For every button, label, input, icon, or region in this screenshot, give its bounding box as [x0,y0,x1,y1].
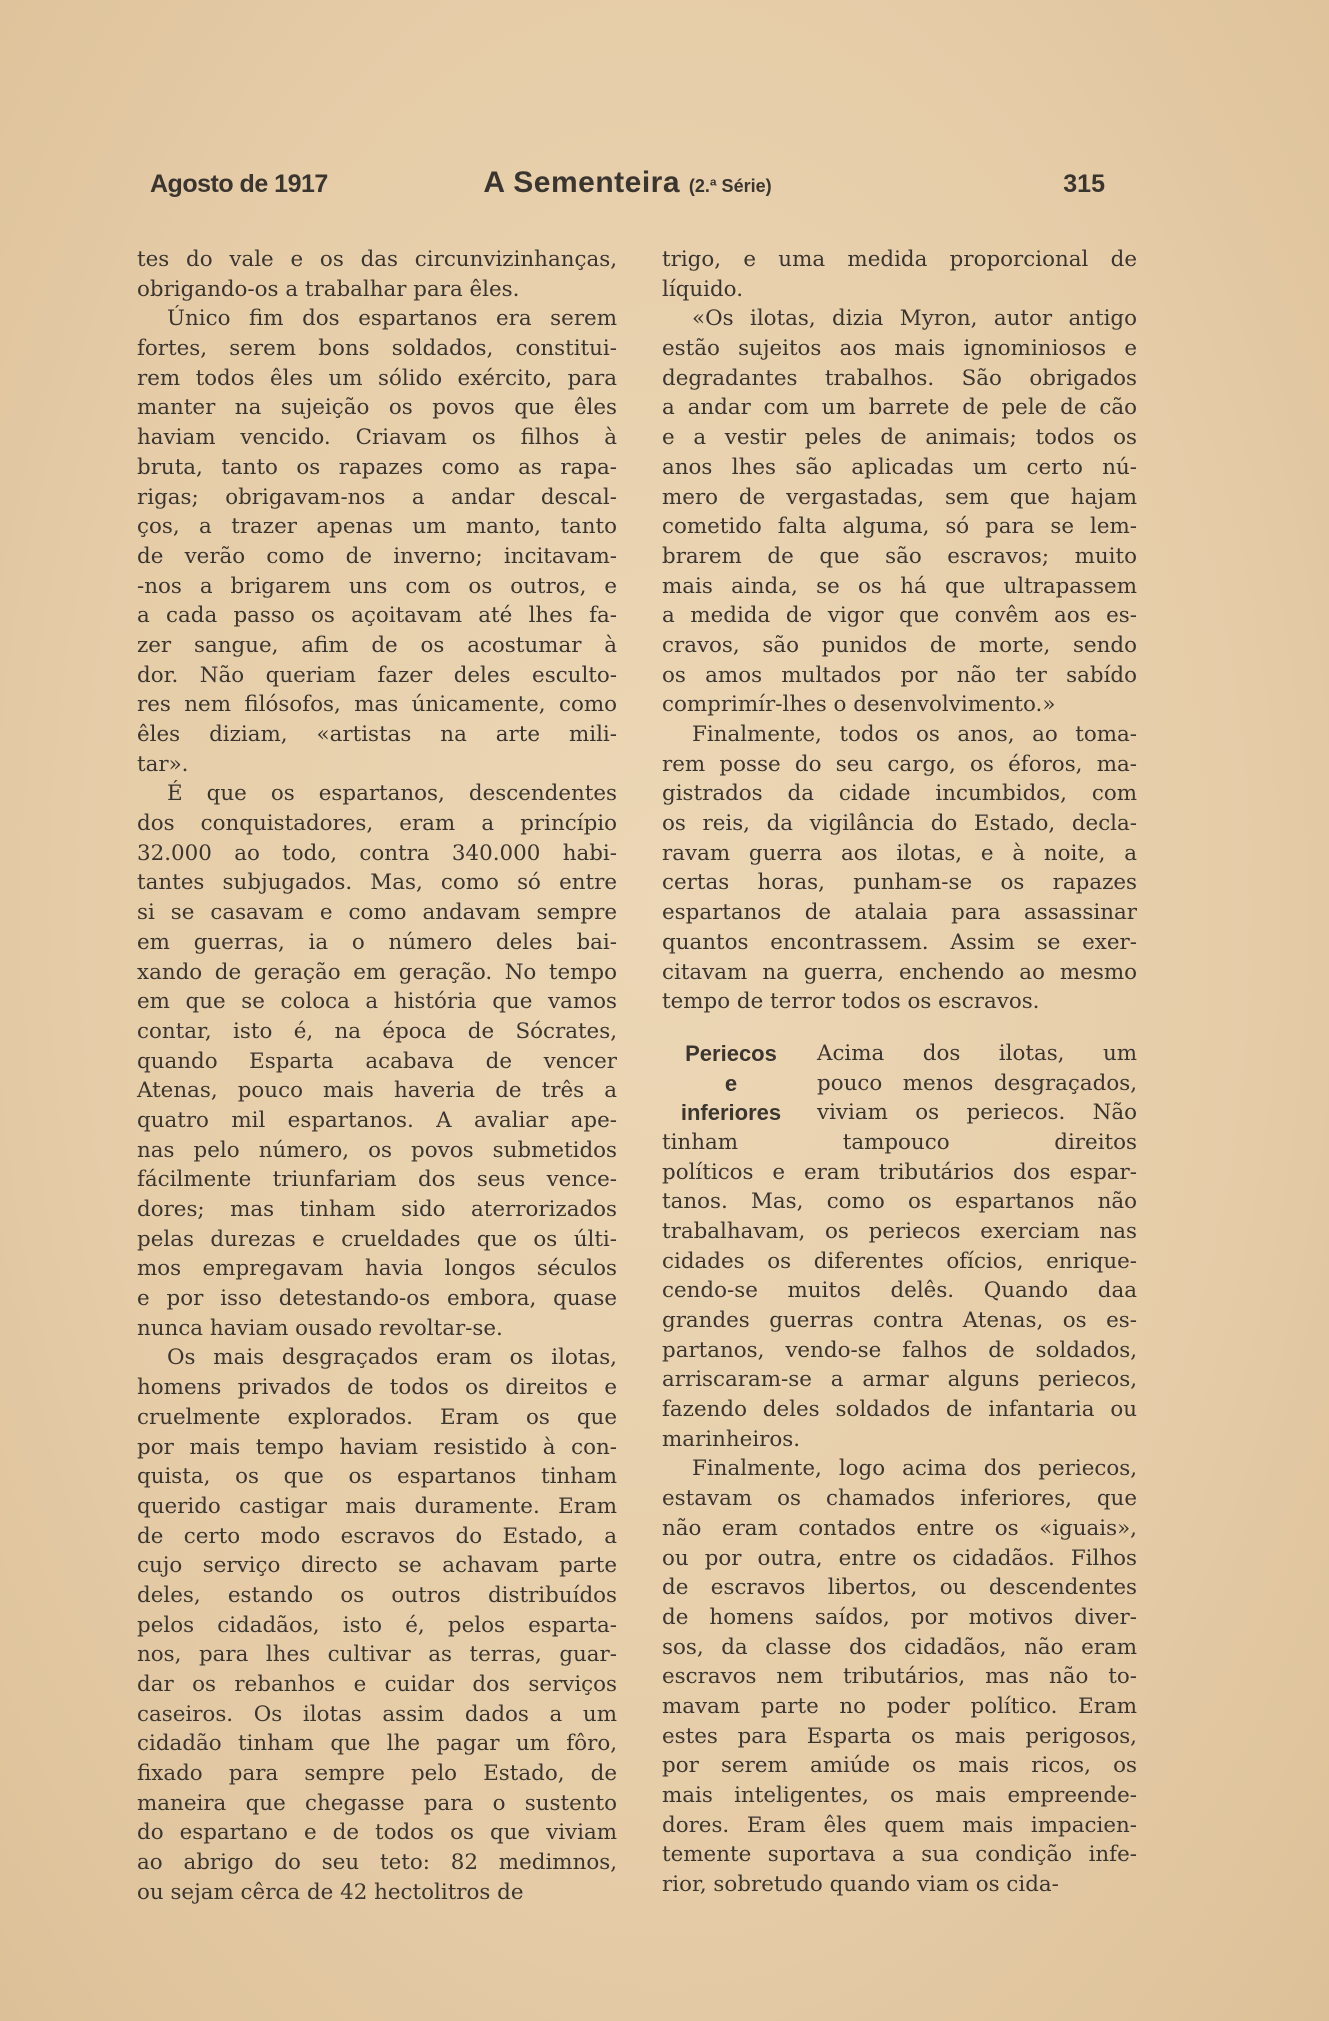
text-line: rem todos êles um sólido exército, para [137,365,617,391]
running-header [150,166,1105,206]
text-line: ou por outra, entre os cidadãos. Filhos [662,1545,1137,1571]
text-line: citavam na guerra, enchendo ao mesmo [662,959,1137,985]
text-line: arriscaram-se a armar alguns periecos, [662,1367,1137,1393]
text-line: si se casavam e como andavam sempre [137,900,617,926]
text-line: estes para Esparta os mais perigosos, [662,1723,1137,1749]
side-heading-block [662,1039,1137,1128]
text-line: deles, estando os outros distribuídos [137,1582,617,1608]
text-line: por mais tempo haviam resistido à con- [137,1434,617,1460]
journal-series: (2.ª Série) [688,176,772,196]
text-line: -nos a brigarem uns com os outros, e [137,573,617,599]
text-line: mos empregavam havia longos séculos [137,1256,617,1282]
text-line: dores; mas tinham sido aterrorizados [137,1197,617,1222]
text-line: ços, a trazer apenas um manto, tanto [137,514,617,540]
text-line: dar os rebanhos e cuidar dos serviços [137,1672,617,1697]
text-line: ravam guerra aos ilotas, e à noite, a [662,840,1137,866]
text-line: comprimír-lhes o desenvolvimento.» [662,692,1056,718]
text-line: políticos e eram tributários dos espar- [662,1159,1137,1185]
side-heading-word: e [724,1070,738,1096]
text-line: viviam os periecos. Não [817,1100,1137,1126]
text-line: fortes, serem bons soldados, constitui- [137,336,617,362]
side-heading-text [817,1039,1137,1128]
text-line: 32.000 ao todo, contra 340.000 habi- [137,840,617,866]
journal-name: A Sementeira [483,166,681,199]
text-line: Os mais desgraçados eram os ilotas, [167,1345,617,1371]
text-line: cometido falta alguma, só para se lem- [662,514,1137,540]
text-line: nos, para lhes cultivar as terras, guar- [137,1642,617,1668]
text-line: a andar com um barrete de pele de cão [662,395,1137,421]
text-line: a medida de vigor que convêm aos es- [662,603,1137,629]
text-line: pouco menos desgraçados, [817,1070,1137,1096]
text-line: cravos, são punidos de morte, sendo [662,632,1137,658]
text-line: tar». [137,751,189,777]
issue-date: Agosto de 1917 [150,170,328,198]
text-line: temente suportava a sua condição infe- [662,1842,1137,1868]
text-line: trigo, e uma medida proporcional de [662,247,1137,272]
text-line: anos lhes são aplicadas um certo nú- [662,454,1137,480]
text-line: cidadão tinham que lhe pagar um fôro, [137,1731,617,1757]
text-line: bruta, tanto os rapazes como as rapa- [137,454,617,480]
text-line: de verão como de inverno; incitavam- [137,543,617,569]
text-line: «Os ilotas, dizia Myron, autor antigo [692,306,1137,332]
text-line: dor. Não queriam fazer deles esculto- [137,662,617,688]
text-line: em guerras, ia o número deles bai- [137,929,617,955]
left-column [137,245,617,1908]
text-line: e a vestir peles de animais; todos os [662,425,1137,451]
text-line: partanos, vendo-se falhos de soldados, [662,1337,1137,1363]
right-column-top [662,245,1137,1017]
text-line: mero de vergastadas, sem que hajam [662,484,1137,510]
text-line: homens privados de todos os direitos e [137,1375,617,1401]
text-line: de homens saídos, por motivos diver- [662,1604,1137,1630]
right-column-bottom [662,1128,1137,1900]
text-line: quista, os que os espartanos tinham [137,1464,617,1490]
text-line: de escravos libertos, ou descendentes [662,1575,1137,1601]
text-line: êles diziam, «artistas na arte mili- [137,722,617,747]
side-heading-word: Periecos [685,1040,777,1066]
text-line: brarem de que são escravos; muito [662,543,1137,569]
text-line: xando de geração em geração. No tempo [137,959,617,985]
text-line: quando Esparta acabava de vencer [137,1048,617,1074]
text-line: dores. Eram êles quem mais impacien- [662,1812,1137,1838]
text-line: zer sangue, afim de os acostumar à [137,632,617,658]
text-line: pelos cidadãos, isto é, pelos esparta- [137,1612,617,1638]
text-line: não eram contados entre os «iguais», [662,1515,1137,1541]
text-line: haviam vencido. Criavam os filhos à [137,425,617,451]
text-line: cruelmente explorados. Eram os que [137,1404,617,1430]
text-line: e por isso detestando-os embora, quase [137,1286,617,1312]
text-line: degradantes trabalhos. São obrigados [662,365,1137,391]
text-line: Único fim dos espartanos era serem [167,306,617,332]
text-line: É que os espartanos, descendentes [167,781,617,807]
text-line: os reis, da vigilância do Estado, decla- [662,811,1137,837]
text-line: querido castigar mais duramente. Eram [137,1493,617,1519]
text-line: trabalhavam, os periecos exerciam nas [662,1218,1137,1244]
text-line: maneira que chegasse para o sustento [137,1790,617,1816]
text-line: mais ainda, se os há que ultrapassem [662,573,1137,599]
text-line: Finalmente, todos os anos, ao toma- [692,722,1137,747]
text-line: os amos multados por não ter sabído [662,662,1137,688]
journal-title [150,166,1105,200]
text-line: caseiros. Os ilotas assim dados a um [137,1701,617,1727]
text-line: rior, sobretudo quando viam os cida- [662,1872,1059,1898]
text-line: espartanos de atalaia para assassinar [662,900,1137,926]
page-number: 315 [1063,170,1105,198]
text-line: tempo de terror todos os escravos. [662,989,1040,1015]
text-line: cidades os diferentes ofícios, enrique- [662,1248,1137,1274]
text-line: quantos encontrassem. Assim se exer- [662,929,1137,955]
text-line: fácilmente triunfariam dos seus vence- [137,1167,617,1193]
text-line: gistrados da cidade incumbidos, com [662,781,1137,807]
right-column [662,245,1137,1900]
text-line: ao abrigo do seu teto: 82 medimnos, [137,1850,617,1876]
text-line: pelas durezas e crueldades que os últi- [137,1226,617,1252]
text-line: tantes subjugados. Mas, como só entre [137,870,617,896]
text-line: tanos. Mas, como os espartanos não [662,1189,1137,1215]
text-line: ou sejam cêrca de 42 hectolitros de [137,1879,524,1905]
text-line: fazendo deles soldados de infantaria ou [662,1397,1137,1423]
text-line: grandes guerras contra Atenas, os es- [662,1308,1137,1333]
text-line: res nem filósofos, mas únicamente, como [137,692,617,718]
text-line: em que se coloca a história que vamos [137,989,617,1015]
text-line: nas pelo número, os povos submetidos [137,1137,617,1163]
text-line: mavam parte no poder político. Eram [662,1693,1137,1719]
text-line: Acima dos ilotas, um [817,1040,1137,1066]
text-line: dos conquistadores, eram a princípio [137,811,617,837]
text-line: tes do vale e os das circunvizinhanças, [137,247,617,272]
text-line: quatro mil espartanos. A avaliar ape- [137,1107,617,1133]
text-line: estão sujeitos aos mais ignominiosos e [662,336,1137,362]
text-line: mais inteligentes, os mais empreende- [662,1783,1137,1808]
text-line: Atenas, pouco mais haveria de três a [137,1078,617,1104]
text-line: a cada passo os açoitavam até lhes fa- [137,603,617,629]
text-line: marinheiros. [662,1426,801,1452]
text-line: nunca haviam ousado revoltar-se. [137,1315,503,1341]
side-heading-word: inferiores [680,1100,782,1126]
text-line: fixado para sempre pelo Estado, de [137,1761,617,1787]
text-line: Finalmente, logo acima dos periecos, [692,1456,1137,1482]
text-line: manter na sujeição os povos que êles [137,395,617,421]
text-line: obrigando-os a trabalhar para êles. [137,276,520,302]
text-line: sos, da classe dos cidadãos, não eram [662,1634,1137,1660]
text-line: certas horas, punham-se os rapazes [662,870,1137,896]
text-line: cujo serviço directo se achavam parte [137,1553,617,1579]
text-line: rem posse do seu cargo, os éforos, ma- [662,751,1137,777]
text-line: estavam os chamados inferiores, que [662,1486,1137,1512]
text-line: tinham tampouco direitos [662,1129,1137,1155]
side-heading [666,1039,796,1128]
text-line: escravos nem tributários, mas não to- [662,1664,1137,1690]
text-line: líquido. [662,276,743,302]
text-line: de certo modo escravos do Estado, a [137,1523,617,1549]
text-line: do espartano e de todos os que viviam [137,1820,617,1846]
text-line: por serem amiúde os mais ricos, os [662,1753,1137,1779]
text-line: cendo-se muitos delês. Quando daa [662,1278,1137,1304]
text-line: rigas; obrigavam-nos a andar descal- [137,484,617,510]
text-line: contar, isto é, na época de Sócrates, [137,1018,617,1044]
